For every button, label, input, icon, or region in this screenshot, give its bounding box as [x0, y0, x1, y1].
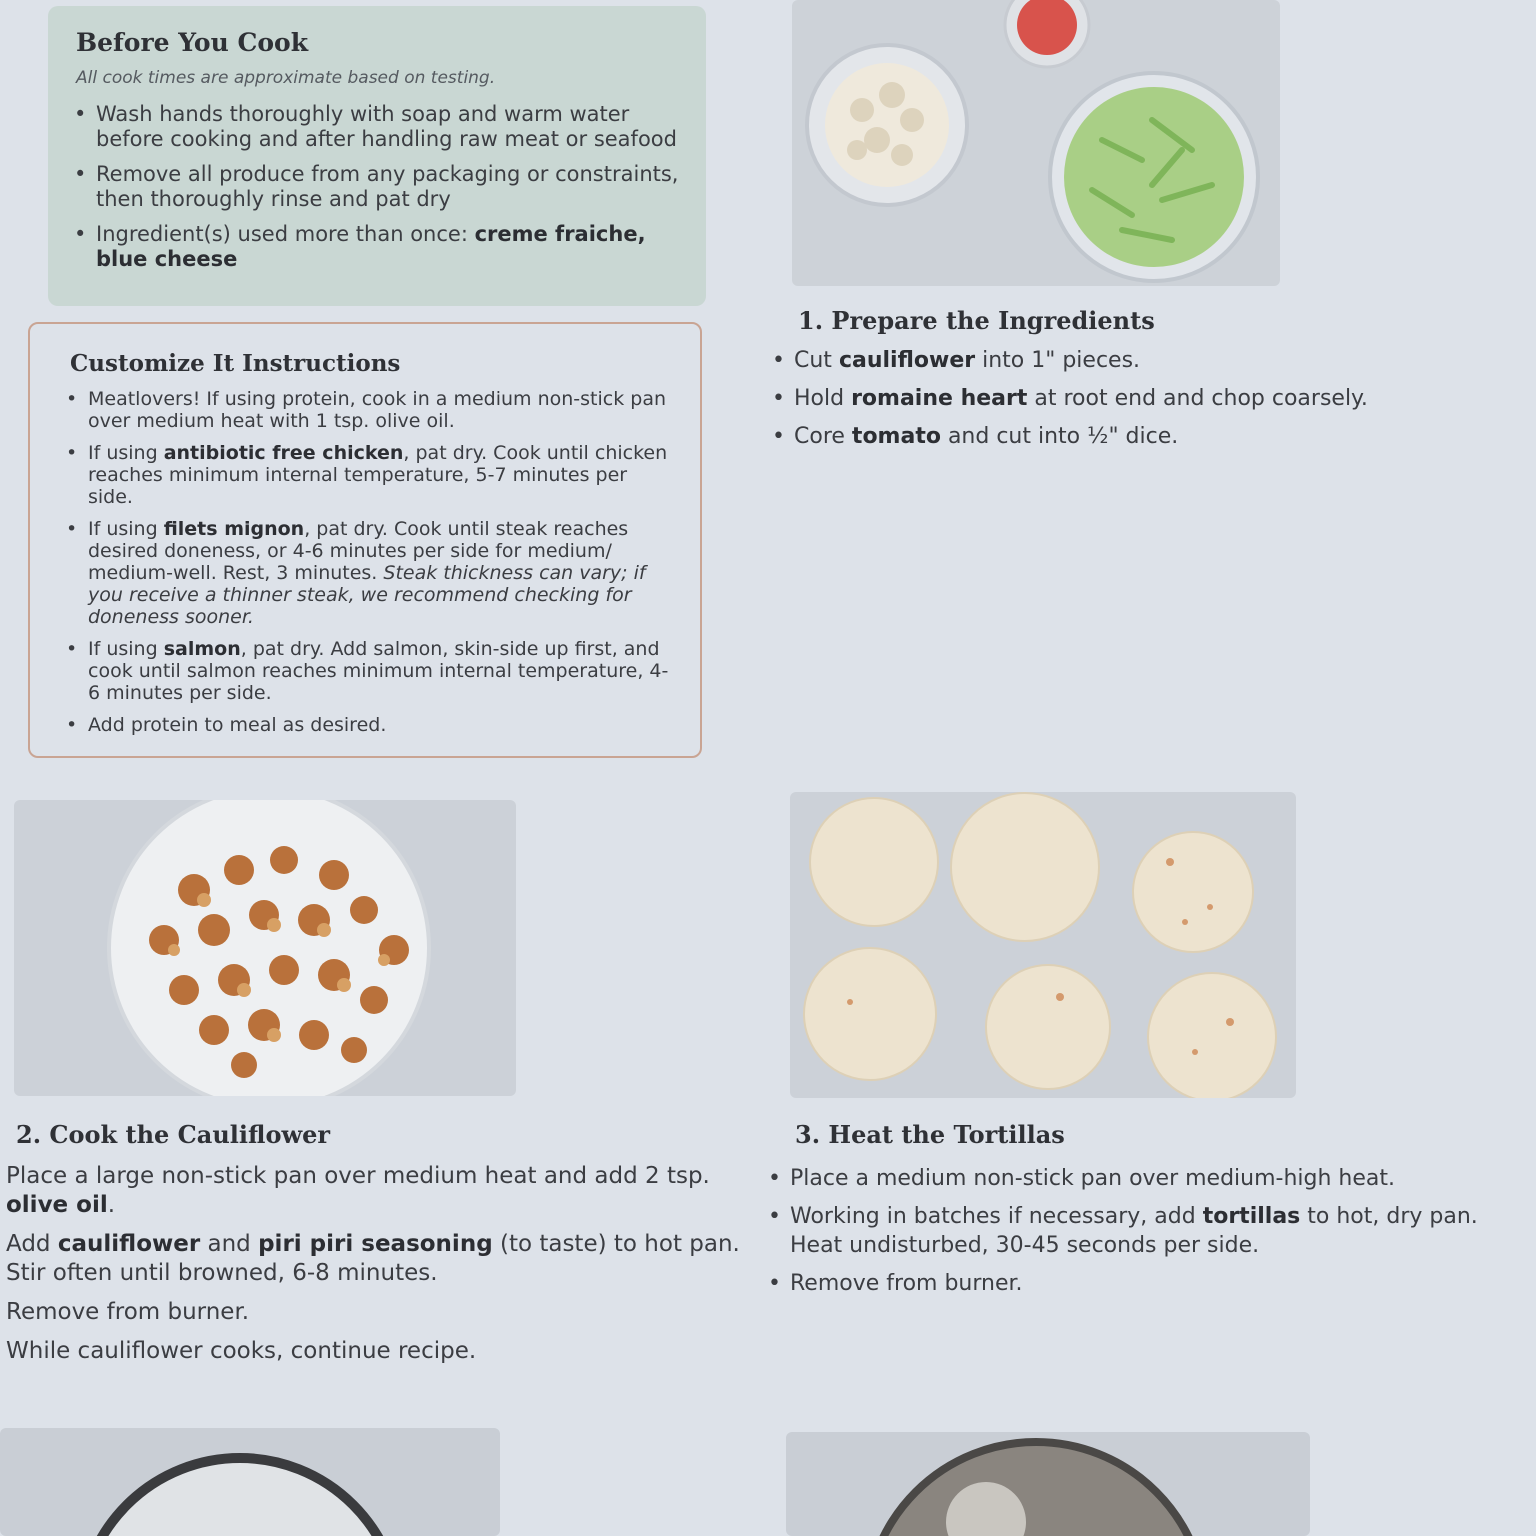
step-5-photo: [786, 1432, 1310, 1536]
step-4-photo: [0, 1428, 500, 1536]
customize-it-list: [66, 388, 676, 746]
list-item: • If using antibiotic free chicken, pat dry. Cook until chicken reaches minimum internal temperature, 5-7 minutes per side.: [66, 442, 676, 508]
step-2-title: 2. Cook the Cauliflower: [16, 1120, 331, 1149]
step-2-paragraphs: [6, 1162, 746, 1376]
bowl-image: [0, 1428, 500, 1536]
list-item: • If using salmon, pat dry. Add salmon, skin-side up first, and cook until salmon reaches minimum internal temperature, 4-6 minutes per side.: [66, 638, 676, 704]
roasted-cauliflower-image: [14, 800, 516, 1096]
customize-it-panel: [28, 322, 702, 758]
step-2-paragraph: Place a large non-stick pan over medium heat and add 2 tsp. olive oil.: [6, 1163, 710, 1218]
list-item: • Meatlovers! If using protein, cook in a medium non-stick pan over medium heat with 1 tsp. olive oil.: [66, 388, 676, 432]
ingredients-photo: [792, 0, 1280, 286]
list-item: • If using filets mignon, pat dry. Cook until steak reaches desired doneness, or 4-6 minutes per side for medium/ medium-well. Rest, 3 minutes. Steak thickness can vary; if you receive a thinner steak, we recommend checking for doneness sooner.: [66, 518, 676, 628]
step-2-paragraph: Remove from burner.: [6, 1299, 250, 1325]
list-item: • Working in batches if necessary, add tortillas to hot, dry pan. Heat undisturbed, 30-45 seconds per side.: [768, 1202, 1498, 1260]
step-2-paragraph: Add cauliflower and piri piri seasoning (to taste) to hot pan. Stir often until browned, 6-8 minutes.: [6, 1231, 740, 1286]
list-item: • Remove all produce from any packaging or constraints, then thoroughly rinse and pat dry: [74, 162, 684, 212]
list-item: • Remove from burner.: [768, 1269, 1498, 1298]
before-you-cook-panel: [48, 6, 706, 306]
customize-it-title: Customize It Instructions: [70, 350, 401, 377]
list-item: • Hold romaine heart at root end and chop coarsely.: [772, 384, 1472, 413]
cauliflower-photo: [14, 800, 516, 1096]
list-item: • Add protein to meal as desired.: [66, 714, 676, 736]
step-3-title: 3. Heat the Tortillas: [795, 1120, 1065, 1149]
list-item: • Cut cauliflower into 1" pieces.: [772, 346, 1472, 375]
step-1-list: [772, 346, 1472, 460]
step-2-paragraph: While cauliflower cooks, continue recipe.: [6, 1338, 477, 1364]
pan-image: [786, 1432, 1310, 1536]
ingredients-bowls-image: [792, 0, 1280, 286]
list-item: • Wash hands thoroughly with soap and warm water before cooking and after handling raw meat or seafood: [74, 102, 684, 152]
before-you-cook-subtitle: All cook times are approximate based on testing.: [76, 68, 496, 88]
before-you-cook-title: Before You Cook: [76, 28, 309, 57]
step-3-list: [768, 1164, 1498, 1307]
list-item: • Place a medium non-stick pan over medium-high heat.: [768, 1164, 1498, 1193]
tortillas-image: [790, 792, 1296, 1098]
before-you-cook-list: [74, 102, 684, 282]
tortillas-photo: [790, 792, 1296, 1098]
step-1-title: 1. Prepare the Ingredients: [798, 306, 1155, 335]
list-item: • Ingredient(s) used more than once: creme fraiche, blue cheese: [74, 222, 684, 272]
list-item: • Core tomato and cut into ½" dice.: [772, 422, 1472, 451]
